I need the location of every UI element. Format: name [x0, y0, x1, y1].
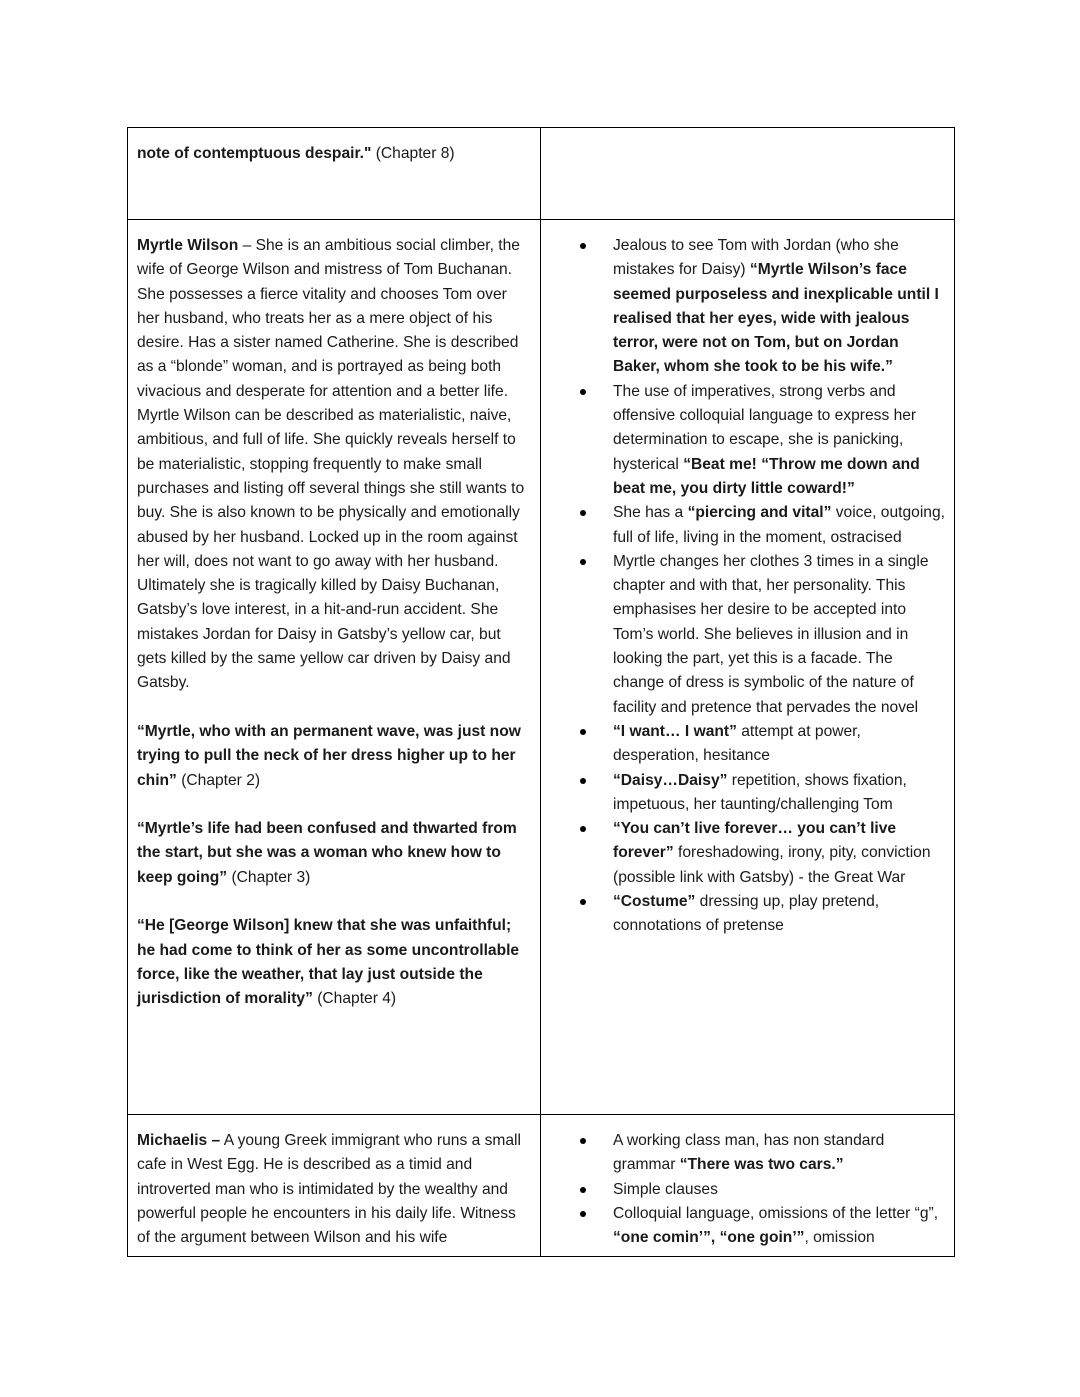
list-item: “I want… I want” attempt at power, desperation, hesitance — [613, 720, 946, 769]
analysis-list — [550, 234, 946, 939]
right-cell — [541, 1115, 955, 1257]
list-item: Jealous to see Tom with Jordan (who she mistakes for Daisy) “Myrtle Wilson’s face seemed purposeless and inexplicable until I realised that her eyes, wide with jealous terror, were not on Tom, but on Jordan Baker, whom she took to be his wife.” — [613, 234, 946, 380]
left-cell — [128, 220, 541, 1115]
quote-continuation: note of contemptuous despair." (Chapter 8) — [137, 145, 455, 162]
list-item: A working class man, has non standard grammar “There was two cars.” — [613, 1129, 946, 1178]
left-cell — [128, 1115, 541, 1257]
character-description: Michaelis – A young Greek immigrant who runs a small cafe in West Egg. He is described as a timid and introverted man who is intimidated by the wealthy and powerful people he encounters in his daily life. Witness of the argument between Wilson and his wife — [137, 1132, 521, 1247]
left-cell — [128, 128, 541, 220]
quote: “Myrtle, who with an permanent wave, was just now trying to pull the neck of her dress higher up to her chin” (Chapter 2) — [137, 722, 521, 789]
analysis-list — [550, 1129, 946, 1250]
list-item: Simple clauses — [613, 1178, 946, 1202]
quote: “Myrtle’s life had been confused and thwarted from the start, but she was a woman who knew how to keep going” (Chapter 3) — [137, 820, 517, 886]
character-description: Myrtle Wilson – She is an ambitious social climber, the wife of George Wilson and mistress of Tom Buchanan. She possesses a fierce vitality and chooses Tom over her husband, who treats her as a mere object of his desire. Has a sister named Catherine. She is described as a “blonde” woman, and is portrayed as being both vivacious and desperate for attention and a better life. Myrtle Wilson can be described as materialistic, naive, ambitious, and full of life. She quickly reveals herself to be materialistic, stopping frequently to make small purchases and listing off several things she still wants to buy. She is also known to be physically and emotionally abused by her husband. Locked up in the room against her will, does not want to go away with her husband. Ultimately she is tragically killed by Daisy Buchanan, Gatsby’s love interest, in a hit-and-run accident. She mistakes Jordan for Daisy in Gatsby’s yellow car, but gets killed by the same yellow car driven by Daisy and Gatsby. — [137, 237, 525, 692]
table-row — [128, 1115, 955, 1257]
list-item: Colloquial language, omissions of the letter “g”, “one comin’”, “one goin’”, omission — [613, 1202, 946, 1251]
list-item: “Costume” dressing up, play pretend, connotations of pretense — [613, 890, 946, 939]
right-cell — [541, 220, 955, 1115]
list-item: “Daisy…Daisy” repetition, shows fixation, impetuous, her taunting/challenging Tom — [613, 769, 946, 818]
list-item: Myrtle changes her clothes 3 times in a single chapter and with that, her personality. This emphasises her desire to be accepted into Tom’s world. She believes in illusion and in looking the part, yet this is a facade. The change of dress is symbolic of the nature of facility and pretence that pervades the novel — [613, 550, 946, 720]
quote: “He [George Wilson] knew that she was unfaithful; he had come to think of her as some uncontrollable force, like the weather, that lay just outside the jurisdiction of morality” (Chapter 4) — [137, 917, 520, 1008]
character-name: Myrtle Wilson — [137, 237, 239, 254]
table-row — [128, 220, 955, 1115]
notes-table — [127, 127, 955, 1257]
right-cell — [541, 128, 955, 220]
list-item: The use of imperatives, strong verbs and offensive colloquial language to express her determination to escape, she is panicking, hysterical “Beat me! “Throw me down and beat me, you dirty little coward!” — [613, 380, 946, 501]
list-item: “You can’t live forever… you can’t live forever” foreshadowing, irony, pity, conviction (possible link with Gatsby) - the Great War — [613, 817, 946, 890]
character-name: Michaelis – — [137, 1132, 221, 1149]
list-item: She has a “piercing and vital” voice, outgoing, full of life, living in the moment, ostracised — [613, 501, 946, 550]
table-row — [128, 128, 955, 220]
